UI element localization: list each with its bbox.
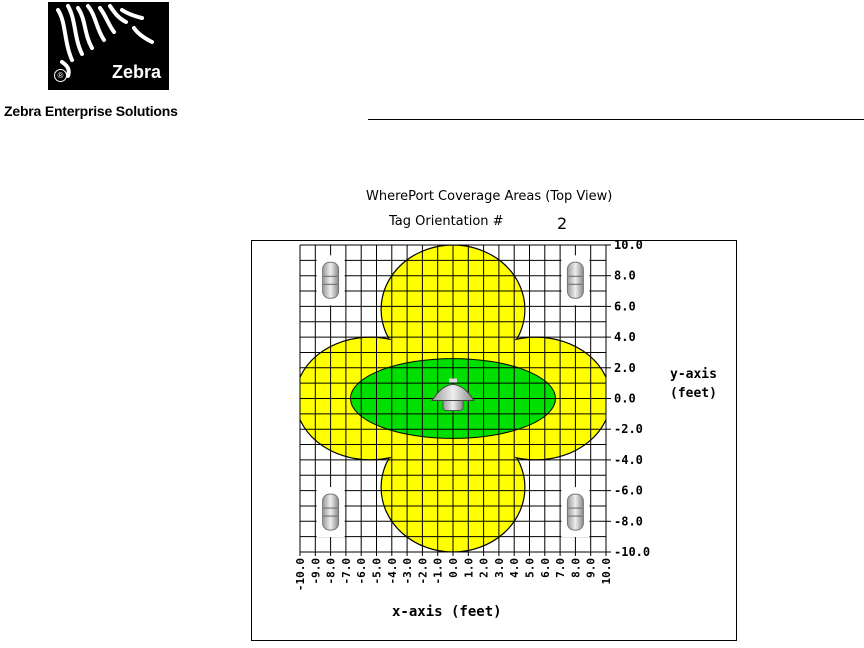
x-tick-label: 1.0 <box>462 558 476 578</box>
x-tick-label: 6.0 <box>538 558 552 578</box>
tag-device-icon <box>317 255 345 305</box>
x-tick-label: -10.0 <box>294 558 307 592</box>
x-tick-label: 8.0 <box>569 558 583 578</box>
y-tick-label: 4.0 <box>614 330 636 345</box>
x-tick-label: 2.0 <box>477 558 491 578</box>
company-name: Zebra Enterprise Solutions <box>4 103 178 119</box>
chart-subtitle: Tag Orientation # <box>389 214 504 229</box>
x-tick-label: -5.0 <box>370 558 384 585</box>
tag-body <box>567 494 583 530</box>
x-tick-label: -2.0 <box>416 558 430 585</box>
x-tick-label: -1.0 <box>431 558 445 585</box>
tag-body <box>323 262 339 298</box>
tag-orientation-value: 2 <box>557 214 568 233</box>
x-tick-label: -6.0 <box>355 558 369 585</box>
x-axis-label: x-axis (feet) <box>392 604 502 620</box>
y-tick-label: 2.0 <box>614 360 636 375</box>
y-tick-label: 8.0 <box>614 268 636 283</box>
x-tick-label: 3.0 <box>492 558 506 578</box>
x-tick-label: 7.0 <box>554 558 568 578</box>
x-axis-ticks <box>294 552 613 591</box>
y-tick-label: -8.0 <box>614 514 643 529</box>
x-tick-label: 0.0 <box>447 558 460 578</box>
x-tick-label: -4.0 <box>385 558 399 585</box>
y-tick-label: -4.0 <box>614 452 643 467</box>
y-tick-label: -6.0 <box>614 483 643 498</box>
y-tick-label: 0.0 <box>614 391 636 406</box>
x-tick-label: 9.0 <box>584 558 598 578</box>
y-tick-label: 6.0 <box>614 299 636 314</box>
x-tick-label: -7.0 <box>339 558 353 585</box>
y-axis-label <box>670 365 717 403</box>
x-tick-label: 4.0 <box>508 558 522 578</box>
y-tick-label: 10.0 <box>614 238 643 252</box>
y-tick-label: -10.0 <box>614 545 651 559</box>
x-tick-label: -8.0 <box>324 558 338 585</box>
y-axis-label-line2: (feet) <box>670 386 717 401</box>
tag-device-icon <box>317 487 345 537</box>
tag-body <box>323 494 339 530</box>
x-tick-label: 5.0 <box>523 558 537 578</box>
y-axis-ticks <box>606 238 650 559</box>
y-tick-label: -2.0 <box>614 422 643 437</box>
tag-device-icon <box>561 255 589 305</box>
logo-text: Zebra <box>111 62 161 82</box>
x-tick-label: 10.0 <box>600 558 613 585</box>
chart-title: WherePort Coverage Areas (Top View) <box>366 189 613 204</box>
x-tick-label: -3.0 <box>401 558 415 585</box>
tag-device-icon <box>561 487 589 537</box>
y-axis-label-line1: y-axis <box>670 367 717 382</box>
reader-cap <box>449 379 457 383</box>
registered-mark: ® <box>54 69 67 82</box>
tag-body <box>567 262 583 298</box>
x-tick-label: -9.0 <box>309 558 323 585</box>
